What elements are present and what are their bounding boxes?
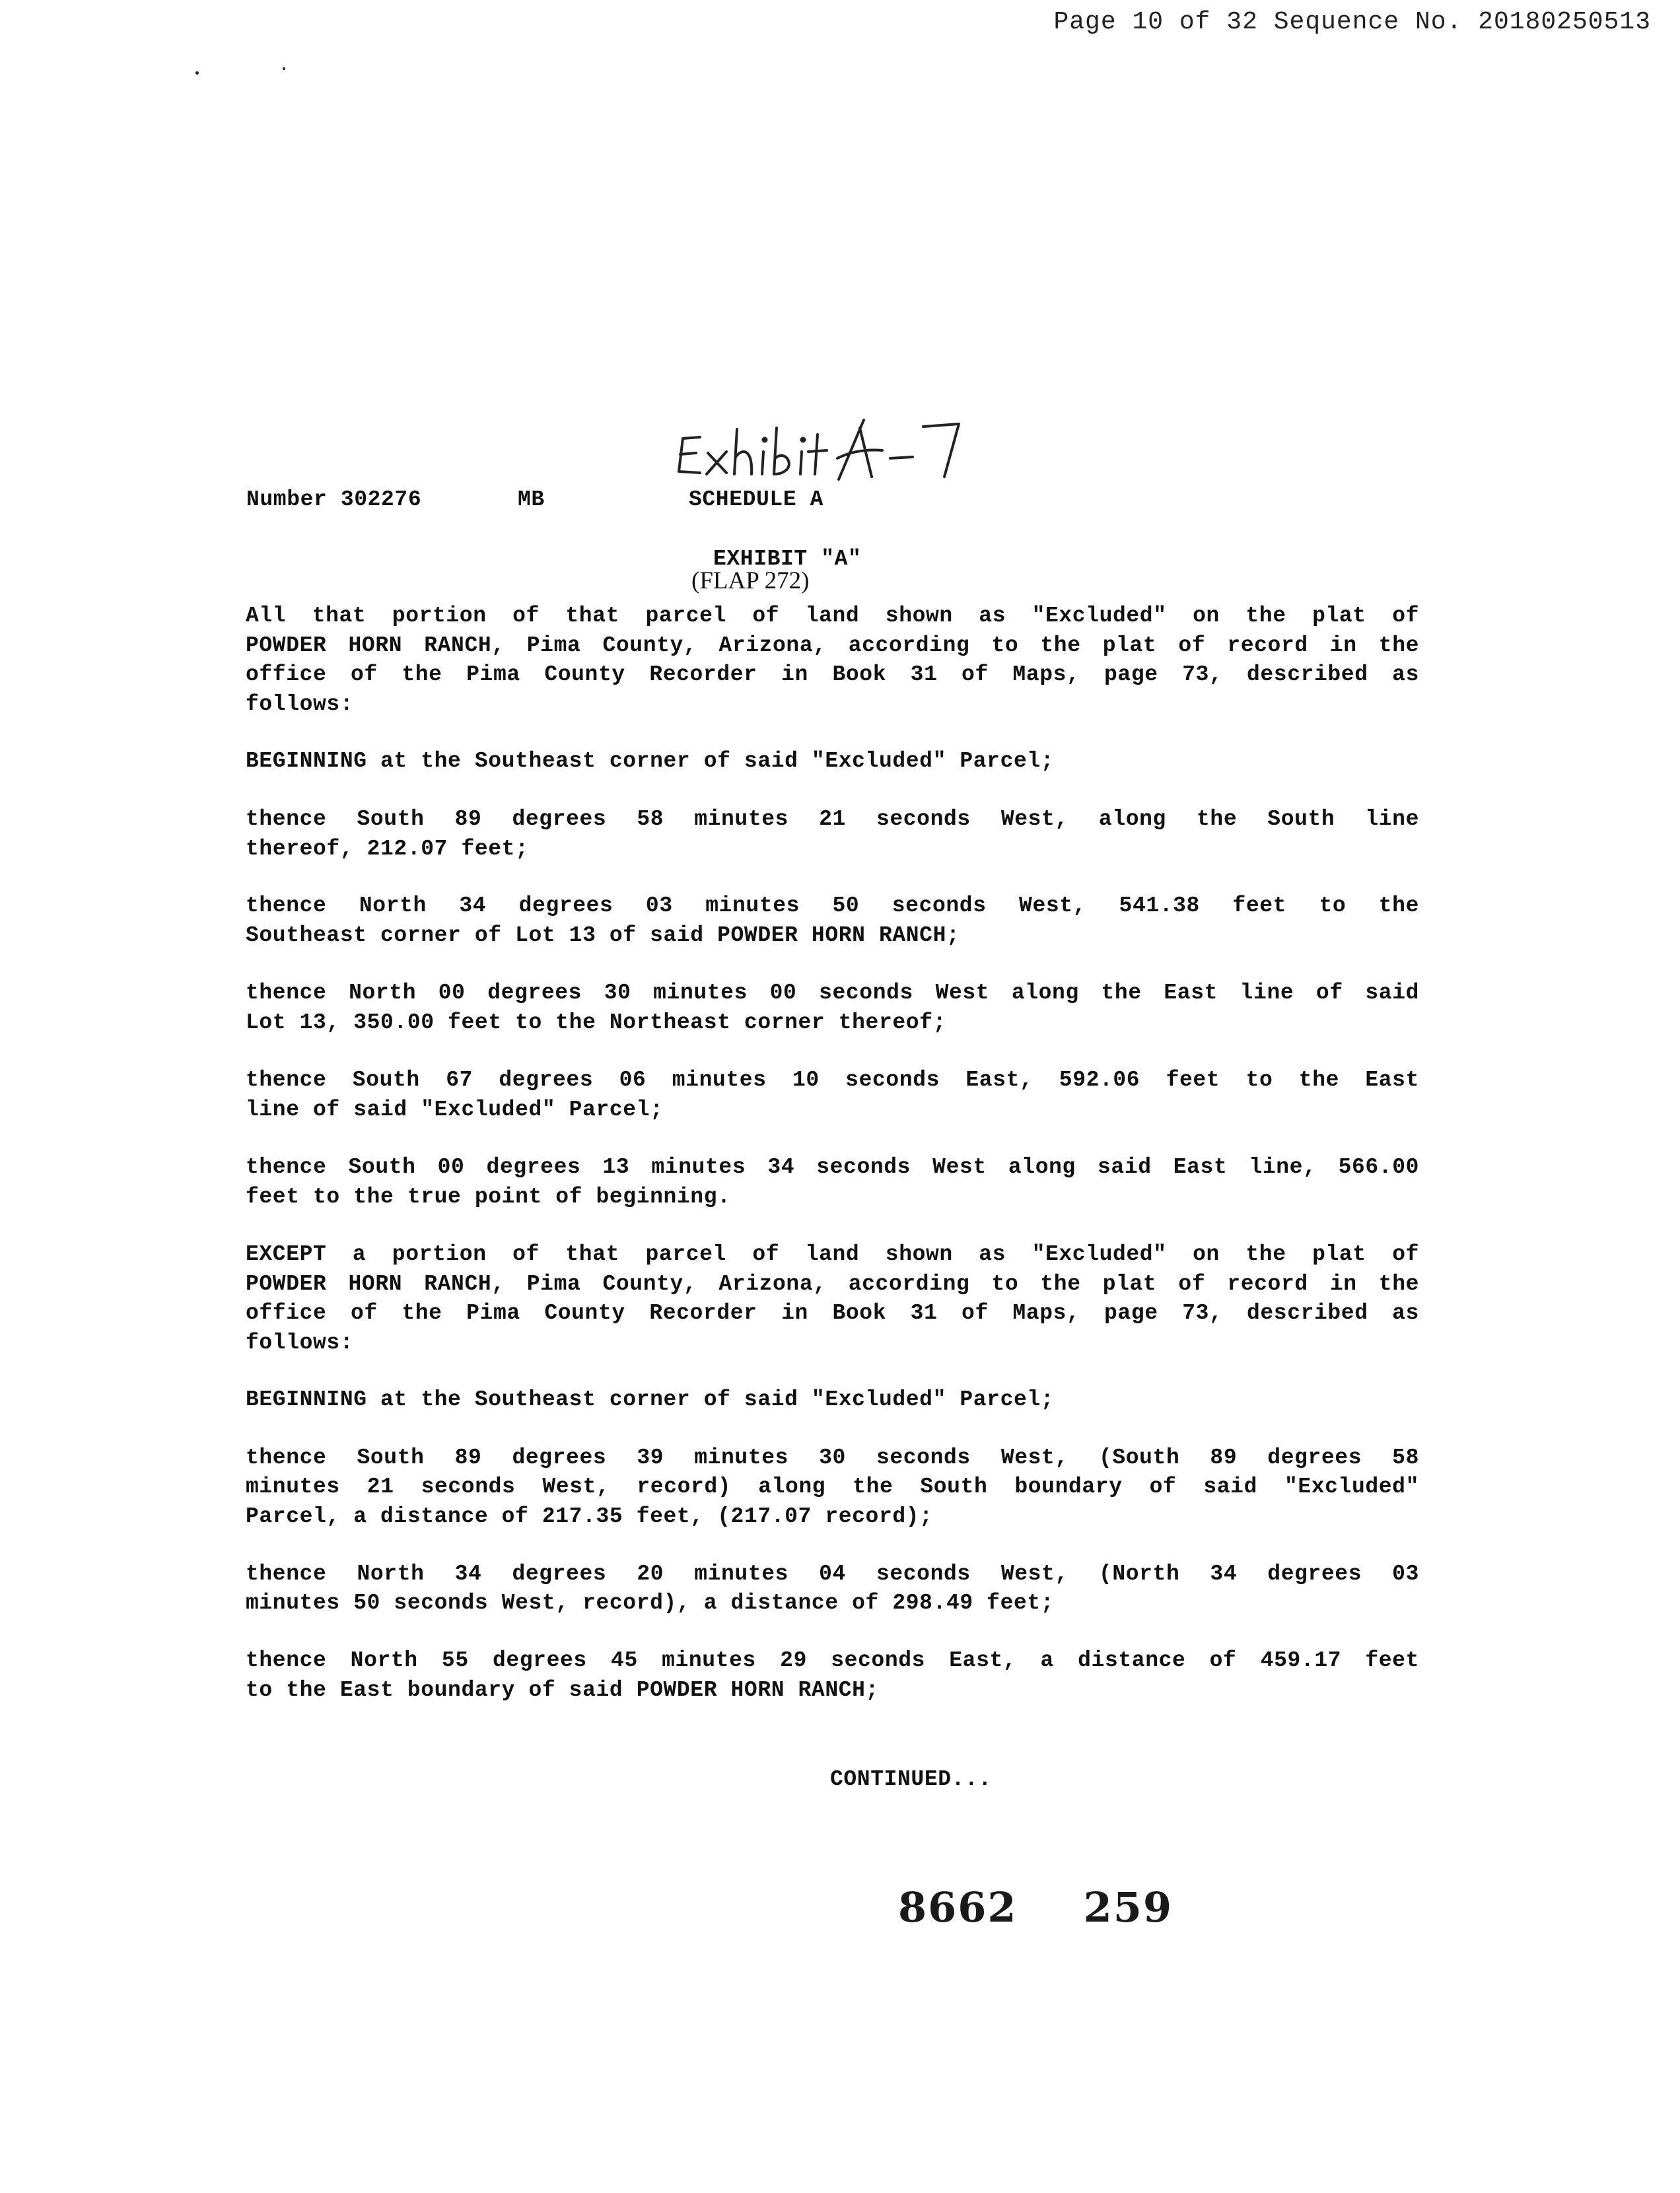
paragraph-line: thence North 34 degrees 20 minutes 04 seconds West, (North 34 degrees 03 <box>246 1562 1419 1586</box>
paragraph-line: minutes 50 seconds West, record), a distance of 298.49 feet; <box>246 1591 1055 1615</box>
paragraph-line: POWDER HORN RANCH, Pima County, Arizona, according to the plat of record in the <box>246 633 1419 658</box>
handwritten-exhibit-label <box>674 411 984 483</box>
paragraph-line: office of the Pima County Recorder in Book 31 of Maps, page 73, described as <box>246 1301 1419 1325</box>
paragraph-line: office of the Pima County Recorder in Book 31 of Maps, page 73, described as <box>246 662 1419 687</box>
paragraph-line: Southeast corner of Lot 13 of said POWDER HORN RANCH; <box>246 923 960 948</box>
schedule-number: Number 302276 <box>246 487 422 512</box>
paragraph-line: EXCEPT a portion of that parcel of land shown as "Excluded" on the plat of <box>246 1242 1419 1267</box>
scan-specks <box>195 66 295 79</box>
exhibit-title: EXHIBIT "A" <box>713 547 862 571</box>
paragraph-line: line of said "Excluded" Parcel; <box>246 1097 664 1122</box>
paragraph-line: thence South 89 degrees 58 minutes 21 seconds West, along the South line <box>246 807 1419 831</box>
paragraph-line: minutes 21 seconds West, record) along the South boundary of said "Excluded" <box>246 1475 1419 1499</box>
stamp-docket: 8662 <box>898 1883 1018 1932</box>
continued-marker: CONTINUED... <box>830 1767 992 1792</box>
paragraph-line: POWDER HORN RANCH, Pima County, Arizona, according to the plat of record in the <box>246 1272 1419 1296</box>
paragraph-line: follows: <box>246 692 354 716</box>
exhibit-subtitle: (FLAP 272) <box>691 567 810 594</box>
paragraph-line: thence South 67 degrees 06 minutes 10 seconds East, 592.06 feet to the East <box>246 1068 1419 1092</box>
paragraph-line: to the East boundary of said POWDER HORN RANCH; <box>246 1678 879 1702</box>
paragraph-line: thence South 00 degrees 13 minutes 34 seconds West along said East line, 566.00 <box>246 1155 1419 1179</box>
paragraph-line: feet to the true point of beginning. <box>246 1185 731 1209</box>
paragraph-line: thence South 89 degrees 39 minutes 30 seconds West, (South 89 degrees 58 <box>246 1445 1419 1470</box>
paragraph-line: All that portion of that parcel of land shown as "Excluded" on the plat of <box>246 604 1419 628</box>
handwriting-graphic <box>674 411 984 483</box>
paragraph-line: thence North 34 degrees 03 minutes 50 seconds West, 541.38 feet to the <box>246 893 1419 918</box>
recording-stamp <box>898 1883 1173 1932</box>
paragraph-line: thence North 55 degrees 45 minutes 29 seconds East, a distance of 459.17 feet <box>246 1648 1419 1673</box>
paragraph-line: follows: <box>246 1331 354 1355</box>
paragraph-line: thence North 00 degrees 30 minutes 00 seconds West along the East line of said <box>246 981 1419 1005</box>
schedule-initials: MB <box>518 487 545 512</box>
paragraph-line: BEGINNING at the Southeast corner of said "Excluded" Parcel; <box>246 749 1055 773</box>
page-sequence-header: Page 10 of 32 Sequence No. 20180250513 <box>1053 8 1651 36</box>
schedule-title: SCHEDULE A <box>689 487 824 512</box>
paragraph-line: BEGINNING at the Southeast corner of said "Excluded" Parcel; <box>246 1387 1055 1412</box>
paragraph-line: Lot 13, 350.00 feet to the Northeast corner thereof; <box>246 1010 946 1035</box>
paragraph-line: Parcel, a distance of 217.35 feet, (217.07 record); <box>246 1504 933 1529</box>
paragraph-line: thereof, 212.07 feet; <box>246 837 529 861</box>
stamp-page: 259 <box>1083 1883 1173 1932</box>
